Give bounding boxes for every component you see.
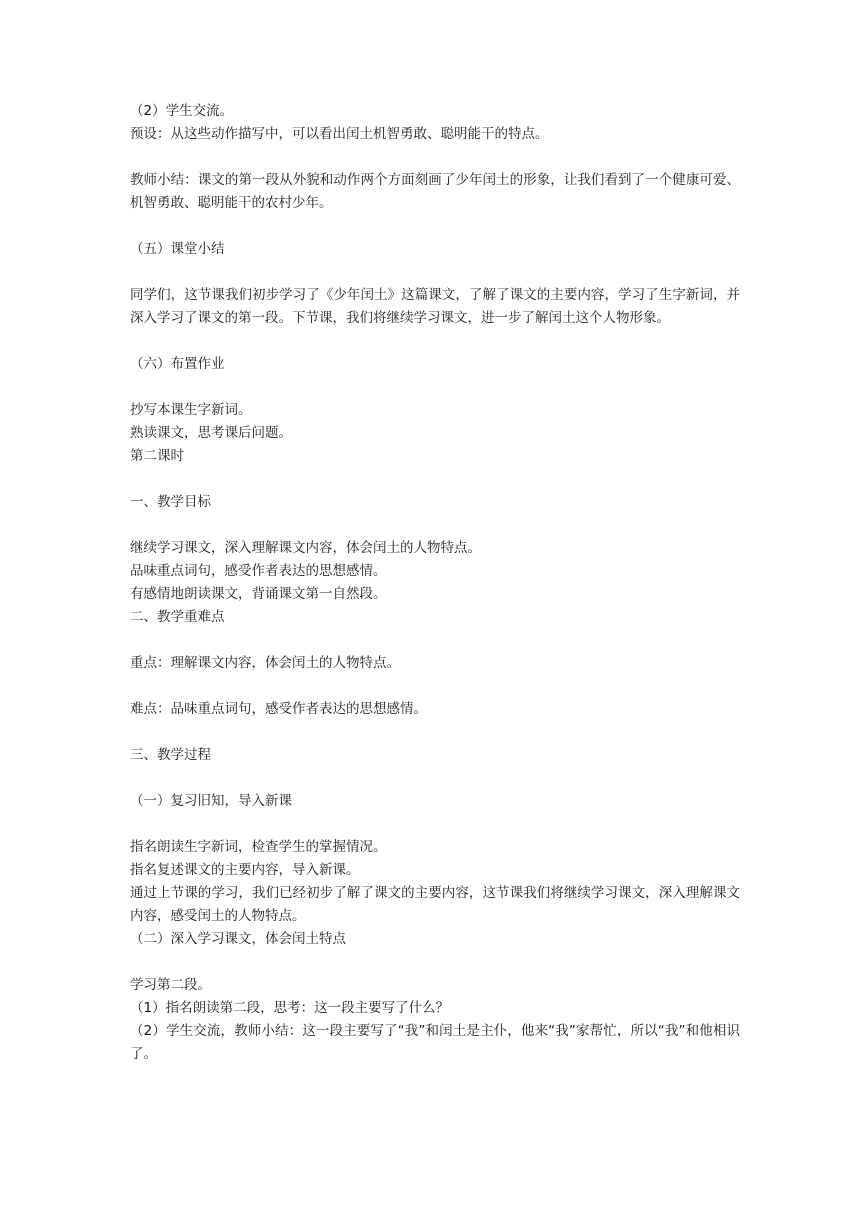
list-item: （2）学生交流，教师小结：这一段主要写了“我”和闰土是主仆，他来“我”家帮忙，所以“我”和他相识了。 — [130, 1023, 740, 1062]
section-heading: （五）课堂小结 — [130, 241, 225, 257]
list-item: 熟读课文，思考课后问题。 — [130, 425, 292, 441]
section-heading: 二、教学重难点 — [130, 609, 225, 625]
paragraph: 通过上节课的学习，我们已经初步了解了课文的主要内容，这节课我们将继续学习课文，深入理解课文内容，感受闰土的人物特点。 — [130, 885, 740, 924]
list-item: 指名朗读生字新词，检查学生的掌握情况。 — [130, 839, 387, 855]
paragraph: 难点：品味重点词句，感受作者表达的思想感情。 — [130, 701, 427, 717]
paragraph: （2）学生交流。 — [130, 103, 234, 119]
subsection-heading: （一）复习旧知，导入新课 — [130, 793, 292, 809]
list-item: （1）指名朗读第二段，思考：这一段主要写了什么？ — [130, 1000, 450, 1016]
subsection-heading: （二）深入学习课文，体会闰土特点 — [130, 931, 346, 947]
section-heading: 三、教学过程 — [130, 747, 211, 763]
list-item: 继续学习课文，深入理解课文内容，体会闰土的人物特点。 — [130, 540, 481, 556]
paragraph: 教师小结：课文的第一段从外貌和动作两个方面刻画了少年闰土的形象，让我们看到了一个健康可爱、机智勇敢、聪明能干的农村少年。 — [130, 172, 740, 211]
list-item: 指名复述课文的主要内容，导入新课。 — [130, 862, 360, 878]
list-item: 品味重点词句，感受作者表达的思想感情。 — [130, 563, 387, 579]
paragraph: 同学们，这节课我们初步学习了《少年闰土》这篇课文，了解了课文的主要内容，学习了生字新词，并深入学习了课文的第一段。下节课，我们将继续学习课文，进一步了解闰土这个人物形象。 — [130, 287, 740, 326]
document-page — [130, 100, 740, 1066]
paragraph: 重点：理解课文内容，体会闰土的人物特点。 — [130, 655, 400, 671]
paragraph: 学习第二段。 — [130, 977, 211, 993]
section-heading: 一、教学目标 — [130, 494, 211, 510]
list-item: 抄写本课生字新词。 — [130, 402, 252, 418]
lesson-heading: 第二课时 — [130, 448, 184, 464]
section-heading: （六）布置作业 — [130, 356, 225, 372]
list-item: 有感情地朗读课文，背诵课文第一自然段。 — [130, 586, 387, 602]
paragraph: 预设：从这些动作描写中，可以看出闰土机智勇敢、聪明能干的特点。 — [130, 126, 549, 142]
